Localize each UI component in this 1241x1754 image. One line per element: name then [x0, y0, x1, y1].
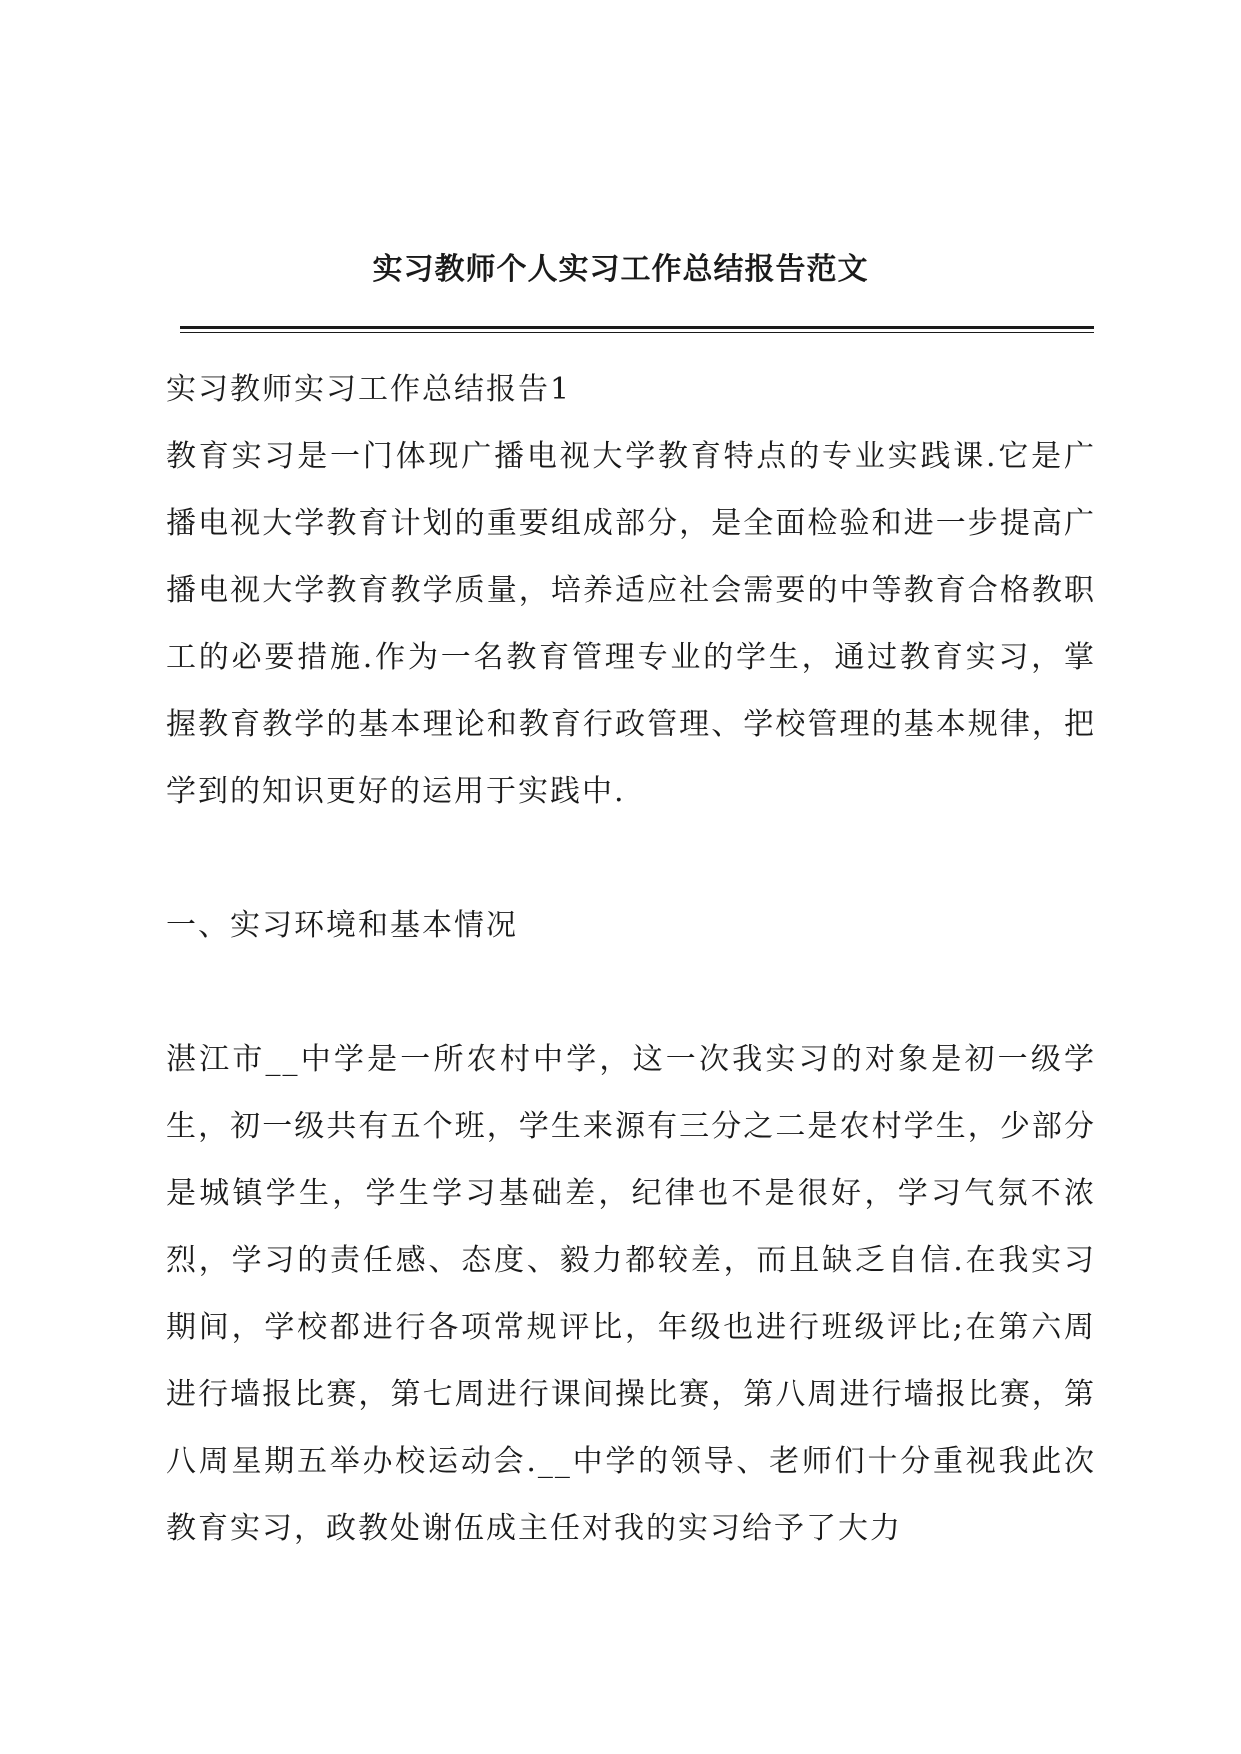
document-title: 实习教师个人实习工作总结报告范文 — [372, 252, 869, 287]
title-divider-thick — [180, 326, 1094, 329]
document-body — [166, 356, 1096, 1562]
section-heading: 一、实习环境和基本情况 — [166, 908, 518, 943]
report-subtitle: 实习教师实习工作总结报告1 — [166, 372, 572, 407]
title-divider-thin — [180, 332, 1094, 333]
paragraph-gap — [166, 959, 1096, 1026]
paragraph-environment: 湛江市__中学是一所农村中学，这一次我实习的对象是初一级学生，初一级共有五个班，学生来源有三分之二是农村学生，少部分是城镇学生，学生学习基础差，纪律也不是很好，学习气氛不浓烈，学习的责任感、态度、毅力都较差，而且缺乏自信.在我实习期间，学校都进行各项常规评比，年级也进行班级评比;在第六周进行墙报比赛，第七周进行课间操比赛，第八周进行墙报比赛，第八周星期五举办校运动会.__中学的领导、老师们十分重视我此次教育实习，政教处谢伍成主任对我的实习给予了大力 — [166, 1042, 1096, 1546]
paragraph-intro: 教育实习是一门体现广播电视大学教育特点的专业实践课.它是广播电视大学教育计划的重要组成部分，是全面检验和进一步提高广播电视大学教育教学质量，培养适应社会需要的中等教育合格教职工的必要措施.作为一名教育管理专业的学生，通过教育实习，掌握教育教学的基本理论和教育行政管理、学校管理的基本规律，把学到的知识更好的运用于实践中. — [166, 439, 1096, 809]
paragraph-gap — [166, 825, 1096, 892]
